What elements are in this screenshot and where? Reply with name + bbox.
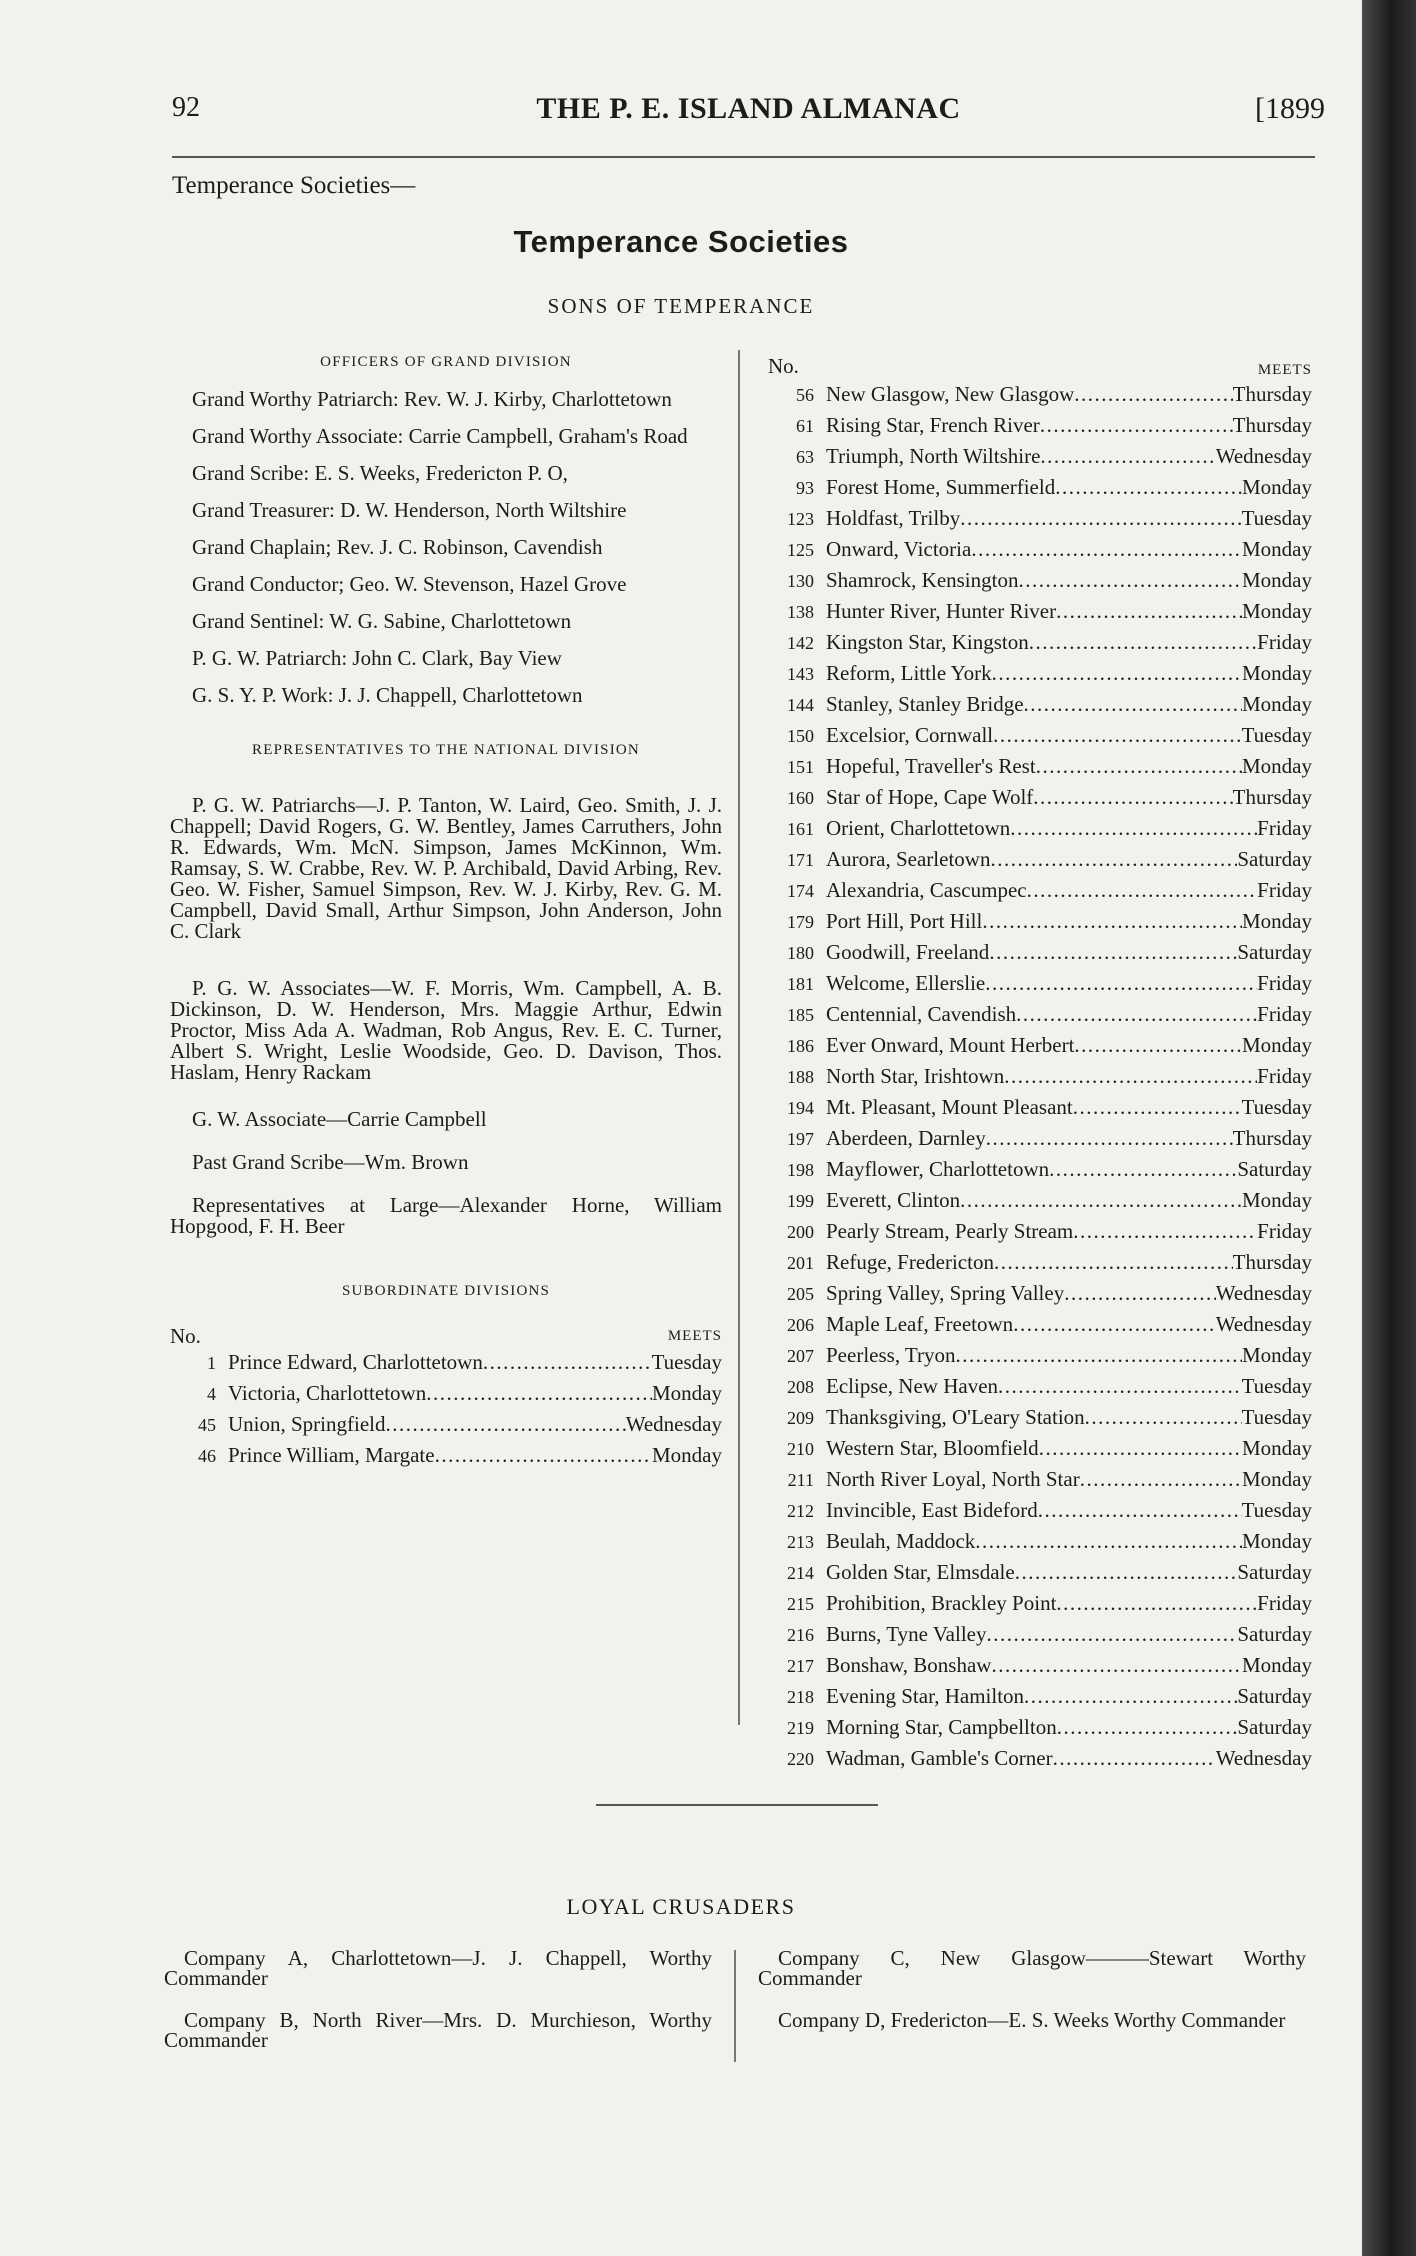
meeting-day: Monday [1242,692,1312,716]
division-number: 171 [787,850,814,870]
division-number: 174 [787,881,814,901]
division-name: Refuge, Fredericton [826,1250,994,1274]
division-number: 219 [787,1718,814,1738]
division-name: Prince Edward, Charlottetown [228,1350,483,1374]
table-row [768,565,1312,596]
division-name: Onward, Victoria [826,537,972,561]
table-row [768,1619,1312,1650]
leader-dots [1064,1278,1216,1309]
division-name: Eclipse, New Haven [826,1374,999,1398]
division-number: 186 [787,1036,814,1056]
division-number: 4 [207,1384,216,1404]
table-row [768,968,1312,999]
division-name: Triumph, North Wiltshire [826,444,1041,468]
leader-dots [1015,1557,1238,1588]
division-name: Invincible, East Bideford [826,1498,1038,1522]
division-name: Union, Springfield [228,1412,386,1436]
division-name: Peerless, Tryon [826,1343,956,1367]
leader-dots [975,1526,1242,1557]
meeting-day: Thursday [1232,413,1312,437]
year-label: [1899 [1255,92,1325,125]
meeting-day: Wednesday [1215,1746,1312,1770]
division-name: Bonshaw, Bonshaw [826,1653,992,1677]
division-name: Prohibition, Brackley Point [826,1591,1057,1615]
division-name: Holdfast, Trilby [826,506,961,530]
division-number: 142 [787,633,814,653]
division-number: 213 [787,1532,814,1552]
table-row [768,1371,1312,1402]
meeting-day: Thursday [1232,785,1312,809]
division-number: 211 [787,1470,814,1490]
division-number: 181 [787,974,814,994]
division-number: 150 [787,726,814,746]
table-row [768,1247,1312,1278]
leader-dots [1057,1712,1238,1743]
leader-dots [1024,1681,1237,1712]
leader-dots [1013,1309,1216,1340]
leader-dots [386,1409,626,1440]
meeting-day: Monday [1242,1653,1312,1677]
table-row [768,1681,1312,1712]
column-divider [738,350,740,1725]
running-head: Temperance Societies— [172,172,416,199]
table-row [768,1216,1312,1247]
table-row [768,1123,1312,1154]
division-name: Burns, Tyne Valley [826,1622,987,1646]
table-row [170,1378,722,1409]
division-name: Spring Valley, Spring Valley [826,1281,1065,1305]
table-row [768,441,1312,472]
table-row [768,1743,1312,1774]
division-name: Everett, Clinton [826,1188,961,1212]
leader-dots [1053,1743,1216,1774]
meeting-day: Thursday [1232,382,1312,406]
division-number: 212 [787,1501,814,1521]
meeting-day: Wednesday [1215,444,1312,468]
table-row [768,596,1312,627]
table-row [768,1154,1312,1185]
leader-dots [1056,596,1242,627]
table-row [768,937,1312,968]
division-name: Port Hill, Port Hill [826,909,983,933]
division-name: Centennial, Cavendish [826,1002,1017,1026]
division-name: Goodwill, Freeland [826,940,990,964]
leader-dots [1029,627,1257,658]
meeting-day: Friday [1257,816,1312,840]
past-associates-list: P. G. W. Associates—W. F. Morris, Wm. Campbell, A. B. Dickinson, D. W. Henderson, Mrs. Maggie Arthur, Edwin Proctor, Miss Ada A. Wadman, Rob Angus, Rev. E. C. Turner, Albert S. Wright, Leslie Woodside, Geo. D. Davison, Thos. Haslam, Henry Rackam [170,976,722,1084]
table-row [768,1185,1312,1216]
table-row [768,1278,1312,1309]
division-name: Forest Home, Summerfield [826,475,1056,499]
table-row [768,1712,1312,1743]
division-name: Aurora, Searletown [826,847,991,871]
division-name: Victoria, Charlottetown [228,1381,427,1405]
table-row [768,720,1312,751]
company-entry: Company A, Charlottetown—J. J. Chappell, Worthy Commander [164,1946,712,1990]
table-row [768,1588,1312,1619]
meeting-day: Monday [1242,909,1312,933]
crusaders-divider [734,1950,736,2062]
division-number: 207 [787,1346,814,1366]
division-number: 220 [787,1749,814,1769]
division-number: 123 [787,509,814,529]
leader-dots [1039,1433,1242,1464]
officer-entry: Grand Sentinel: W. G. Sabine, Charlottetown [192,609,572,633]
table-row [768,1495,1312,1526]
meeting-day: Wednesday [1215,1281,1312,1305]
division-number: 125 [787,540,814,560]
table-row [768,472,1312,503]
table-row [768,751,1312,782]
division-list-left [170,1347,722,1471]
table-row [768,689,1312,720]
leader-dots [1036,751,1242,782]
left-column [170,352,722,1471]
gw-associate: G. W. Associate—Carrie Campbell [192,1107,487,1131]
table-row [768,875,1312,906]
meeting-day: Friday [1257,1591,1312,1615]
meeting-day: Monday [652,1443,722,1467]
division-number: 205 [787,1284,814,1304]
division-number: 201 [787,1253,814,1273]
meeting-day: Wednesday [1215,1312,1312,1336]
table-row [768,379,1312,410]
table-row [768,410,1312,441]
division-name: Maple Leaf, Freetown [826,1312,1014,1336]
leader-dots [994,1247,1233,1278]
division-number: 180 [787,943,814,963]
leader-dots [1049,1154,1237,1185]
meeting-day: Saturday [1237,1560,1312,1584]
table-row [768,1402,1312,1433]
no-column-label: No. [170,1324,201,1348]
representatives-heading: REPRESENTATIVES TO THE NATIONAL DIVISION [252,742,640,758]
division-number: 1 [207,1353,216,1373]
division-number: 214 [787,1563,814,1583]
meeting-day: Friday [1257,878,1312,902]
table-row [768,1061,1312,1092]
leader-dots [1016,999,1257,1030]
leader-dots [1056,1588,1257,1619]
division-number: 160 [787,788,814,808]
meeting-day: Saturday [1237,940,1312,964]
division-number: 194 [787,1098,814,1118]
right-column [768,354,1312,1774]
meeting-day: Tuesday [651,1350,722,1374]
officer-entry: Grand Worthy Associate: Carrie Campbell, Graham's Road [192,424,688,448]
company-entry: Company C, New Glasgow———Stewart Worthy Commander [758,1946,1306,1990]
main-title: Temperance Societies [513,224,849,259]
division-name: Alexandria, Cascumpec [826,878,1027,902]
table-row [768,906,1312,937]
representatives-at-large: Representatives at Large—Alexander Horne, William Hopgood, F. H. Beer [170,1193,722,1238]
meeting-day: Tuesday [1241,1405,1312,1429]
meeting-day: Monday [1242,475,1312,499]
meeting-day: Monday [1242,754,1312,778]
division-number: 200 [787,1222,814,1242]
division-number: 208 [787,1377,814,1397]
division-number: 199 [787,1191,814,1211]
sons-of-temperance-title: SONS OF TEMPERANCE [547,294,815,318]
division-number: 216 [787,1625,814,1645]
division-number: 185 [787,1005,814,1025]
table-row [768,1092,1312,1123]
division-number: 179 [787,912,814,932]
past-grand-scribe: Past Grand Scribe—Wm. Brown [192,1150,469,1174]
leader-dots [1074,379,1232,410]
division-name: Ever Onward, Mount Herbert [826,1033,1075,1057]
leader-dots [1085,1402,1242,1433]
meeting-day: Tuesday [1241,1374,1312,1398]
officer-entry: Grand Scribe: E. S. Weeks, Fredericton P. O, [192,461,568,485]
table-row [768,1557,1312,1588]
division-number: 138 [787,602,814,622]
leader-dots [960,1185,1242,1216]
officer-entry: Grand Conductor; Geo. W. Stevenson, Hazel Grove [192,572,627,596]
meeting-day: Saturday [1237,1684,1312,1708]
officer-entry: G. S. Y. P. Work: J. J. Chappell, Charlottetown [192,683,583,707]
loyal-crusaders-title: LOYAL CRUSADERS [566,1894,796,1919]
leader-dots [1074,1030,1242,1061]
table-row [768,503,1312,534]
division-name: North River Loyal, North Star [826,1467,1080,1491]
division-name: Aberdeen, Darnley [826,1126,986,1150]
table-row [768,1030,1312,1061]
past-patriarchs-list: P. G. W. Patriarchs—J. P. Tanton, W. Laird, Geo. Smith, J. J. Chappell; David Rogers, G. W. Bentley, James Carruthers, John R. Edwards, Wm. McN. Simpson, James McKinnon, Wm. Ramsay, S. W. Crabbe, Rev. W. P. Archibald, David Arbing, Rev. Geo. W. Fisher, Samuel Simpson, Rev. W. J. Kirby, Rev. G. M. Campbell, David Small, Arthur Simpson, John Anderson, John C. Clark [170,793,722,943]
division-number: 56 [796,385,814,405]
officers-heading: OFFICERS OF GRAND DIVISION [320,354,572,370]
company-entry: Company B, North River—Mrs. D. Murchieson, Worthy Commander [164,2008,712,2052]
meeting-day: Monday [1242,661,1312,685]
division-number: 61 [796,416,814,436]
leader-dots [1027,875,1258,906]
almanac-title: THE P. E. ISLAND ALMANAC [536,92,961,125]
division-name: Star of Hope, Cape Wolf [826,785,1034,809]
section-rule [596,1804,878,1806]
meeting-day: Tuesday [1241,723,1312,747]
table-row [768,1309,1312,1340]
officer-entry: Grand Worthy Patriarch: Rev. W. J. Kirby, Charlottetown [192,387,672,411]
division-name: Mayflower, Charlottetown [826,1157,1050,1181]
meeting-day: Saturday [1237,1715,1312,1739]
leader-dots [1073,1092,1242,1123]
leader-dots [992,658,1242,689]
leader-dots [1040,441,1215,472]
crusaders-right [758,1948,1306,2052]
table-row [768,999,1312,1030]
division-name: Morning Star, Campbellton [826,1715,1057,1739]
leader-dots [1073,1216,1257,1247]
division-name: North Star, Irishtown [826,1064,1005,1088]
meeting-day: Monday [1242,537,1312,561]
division-number: 210 [787,1439,814,1459]
division-number: 130 [787,571,814,591]
division-name: Evening Star, Hamilton [826,1684,1025,1708]
meeting-day: Monday [1242,1467,1312,1491]
crusaders-left [164,1948,712,2072]
division-number: 144 [787,695,814,715]
table-row [768,1526,1312,1557]
division-name: Hunter River, Hunter River [826,599,1057,623]
leader-dots [483,1347,652,1378]
meeting-day: Monday [1242,568,1312,592]
leader-dots [956,1340,1242,1371]
division-name: New Glasgow, New Glasgow [826,382,1075,406]
leader-dots [426,1378,652,1409]
leader-dots [1024,689,1242,720]
table-row [170,1409,722,1440]
division-number: 45 [198,1415,216,1435]
page-edge [1362,0,1416,2256]
officer-entry: P. G. W. Patriarch: John C. Clark, Bay View [192,646,562,670]
table-row [768,844,1312,875]
division-number: 198 [787,1160,814,1180]
division-name: Reform, Little York [826,661,992,685]
meeting-day: Monday [652,1381,722,1405]
division-number: 218 [787,1687,814,1707]
meeting-day: Friday [1257,1064,1312,1088]
table-header [768,354,1312,379]
table-row [768,1433,1312,1464]
table-row [768,627,1312,658]
leader-dots [1033,782,1232,813]
division-number: 217 [787,1656,814,1676]
meeting-day: Monday [1242,1436,1312,1460]
division-number: 188 [787,1067,814,1087]
division-number: 63 [796,447,814,467]
page-header [172,92,1325,132]
division-number: 93 [796,478,814,498]
meeting-day: Friday [1257,630,1312,654]
header-rule [172,156,1315,158]
division-name: Prince William, Margate [228,1443,435,1467]
division-name: Beulah, Maddock [826,1529,976,1553]
meets-column-label: MEETS [1257,362,1312,378]
leader-dots [1055,472,1242,503]
leader-dots [991,1650,1242,1681]
meeting-day: Monday [1242,1343,1312,1367]
division-name: Orient, Charlottetown [826,816,1011,840]
leader-dots [960,503,1241,534]
officer-entry: Grand Treasurer: D. W. Henderson, North Wiltshire [192,498,627,522]
division-name: Shamrock, Kensington [826,568,1019,592]
meeting-day: Friday [1257,1002,1312,1026]
table-row [768,658,1312,689]
division-name: Stanley, Stanley Bridge [826,692,1024,716]
officers-list [170,389,722,706]
division-name: Thanksgiving, O'Leary Station [826,1405,1085,1429]
division-number: 151 [787,757,814,777]
leader-dots [998,1371,1242,1402]
leader-dots [1004,1061,1257,1092]
leader-dots [1040,410,1233,441]
meeting-day: Thursday [1232,1126,1312,1150]
meeting-day: Friday [1257,971,1312,995]
meeting-day: Wednesday [625,1412,722,1436]
division-name: Golden Star, Elmsdale [826,1560,1015,1584]
leader-dots [993,720,1241,751]
leader-dots [971,534,1242,565]
division-name: Welcome, Ellerslie [826,971,986,995]
division-name: Western Star, Bloomfield [826,1436,1039,1460]
table-row [170,1347,722,1378]
leader-dots [435,1440,652,1471]
division-name: Pearly Stream, Pearly Stream [826,1219,1074,1243]
table-header [170,1326,722,1347]
table-row [768,782,1312,813]
leader-dots [986,1123,1233,1154]
page-number: 92 [172,92,200,123]
division-name: Kingston Star, Kingston [826,630,1029,654]
division-number: 161 [787,819,814,839]
leader-dots [1010,813,1257,844]
table-row [768,1464,1312,1495]
officer-entry: Grand Chaplain; Rev. J. C. Robinson, Cavendish [192,535,603,559]
meeting-day: Tuesday [1241,1498,1312,1522]
division-name: Wadman, Gamble's Corner [826,1746,1053,1770]
leader-dots [985,968,1257,999]
leader-dots [989,937,1237,968]
leader-dots [982,906,1242,937]
no-column-label: No. [768,354,799,378]
meeting-day: Monday [1242,1529,1312,1553]
leader-dots [1038,1495,1242,1526]
division-number: 143 [787,664,814,684]
division-number: 206 [787,1315,814,1335]
division-number: 46 [198,1446,216,1466]
table-row [170,1440,722,1471]
meeting-day: Saturday [1237,1157,1312,1181]
division-number: 209 [787,1408,814,1428]
division-number: 215 [787,1594,814,1614]
table-row [768,534,1312,565]
leader-dots [1018,565,1242,596]
table-row [768,1650,1312,1681]
meeting-day: Tuesday [1241,506,1312,530]
division-number: 197 [787,1129,814,1149]
meeting-day: Monday [1242,1033,1312,1057]
leader-dots [1080,1464,1242,1495]
meeting-day: Monday [1242,599,1312,623]
company-entry: Company D, Fredericton—E. S. Weeks Worthy Commander [778,2008,1286,2032]
leader-dots [987,1619,1238,1650]
meeting-day: Tuesday [1241,1095,1312,1119]
subordinate-heading: SUBORDINATE DIVISIONS [341,1283,551,1299]
division-list-right [768,379,1312,1774]
meeting-day: Saturday [1237,847,1312,871]
table-row [768,813,1312,844]
meeting-day: Thursday [1232,1250,1312,1274]
division-name: Rising Star, French River [826,413,1040,437]
division-name: Mt. Pleasant, Mount Pleasant [826,1095,1073,1119]
table-row [768,1340,1312,1371]
meeting-day: Monday [1242,1188,1312,1212]
meeting-day: Saturday [1237,1622,1312,1646]
division-name: Hopeful, Traveller's Rest [826,754,1036,778]
meeting-day: Friday [1257,1219,1312,1243]
division-name: Excelsior, Cornwall [826,723,994,747]
meets-column-label: MEETS [667,1328,722,1344]
leader-dots [990,844,1237,875]
